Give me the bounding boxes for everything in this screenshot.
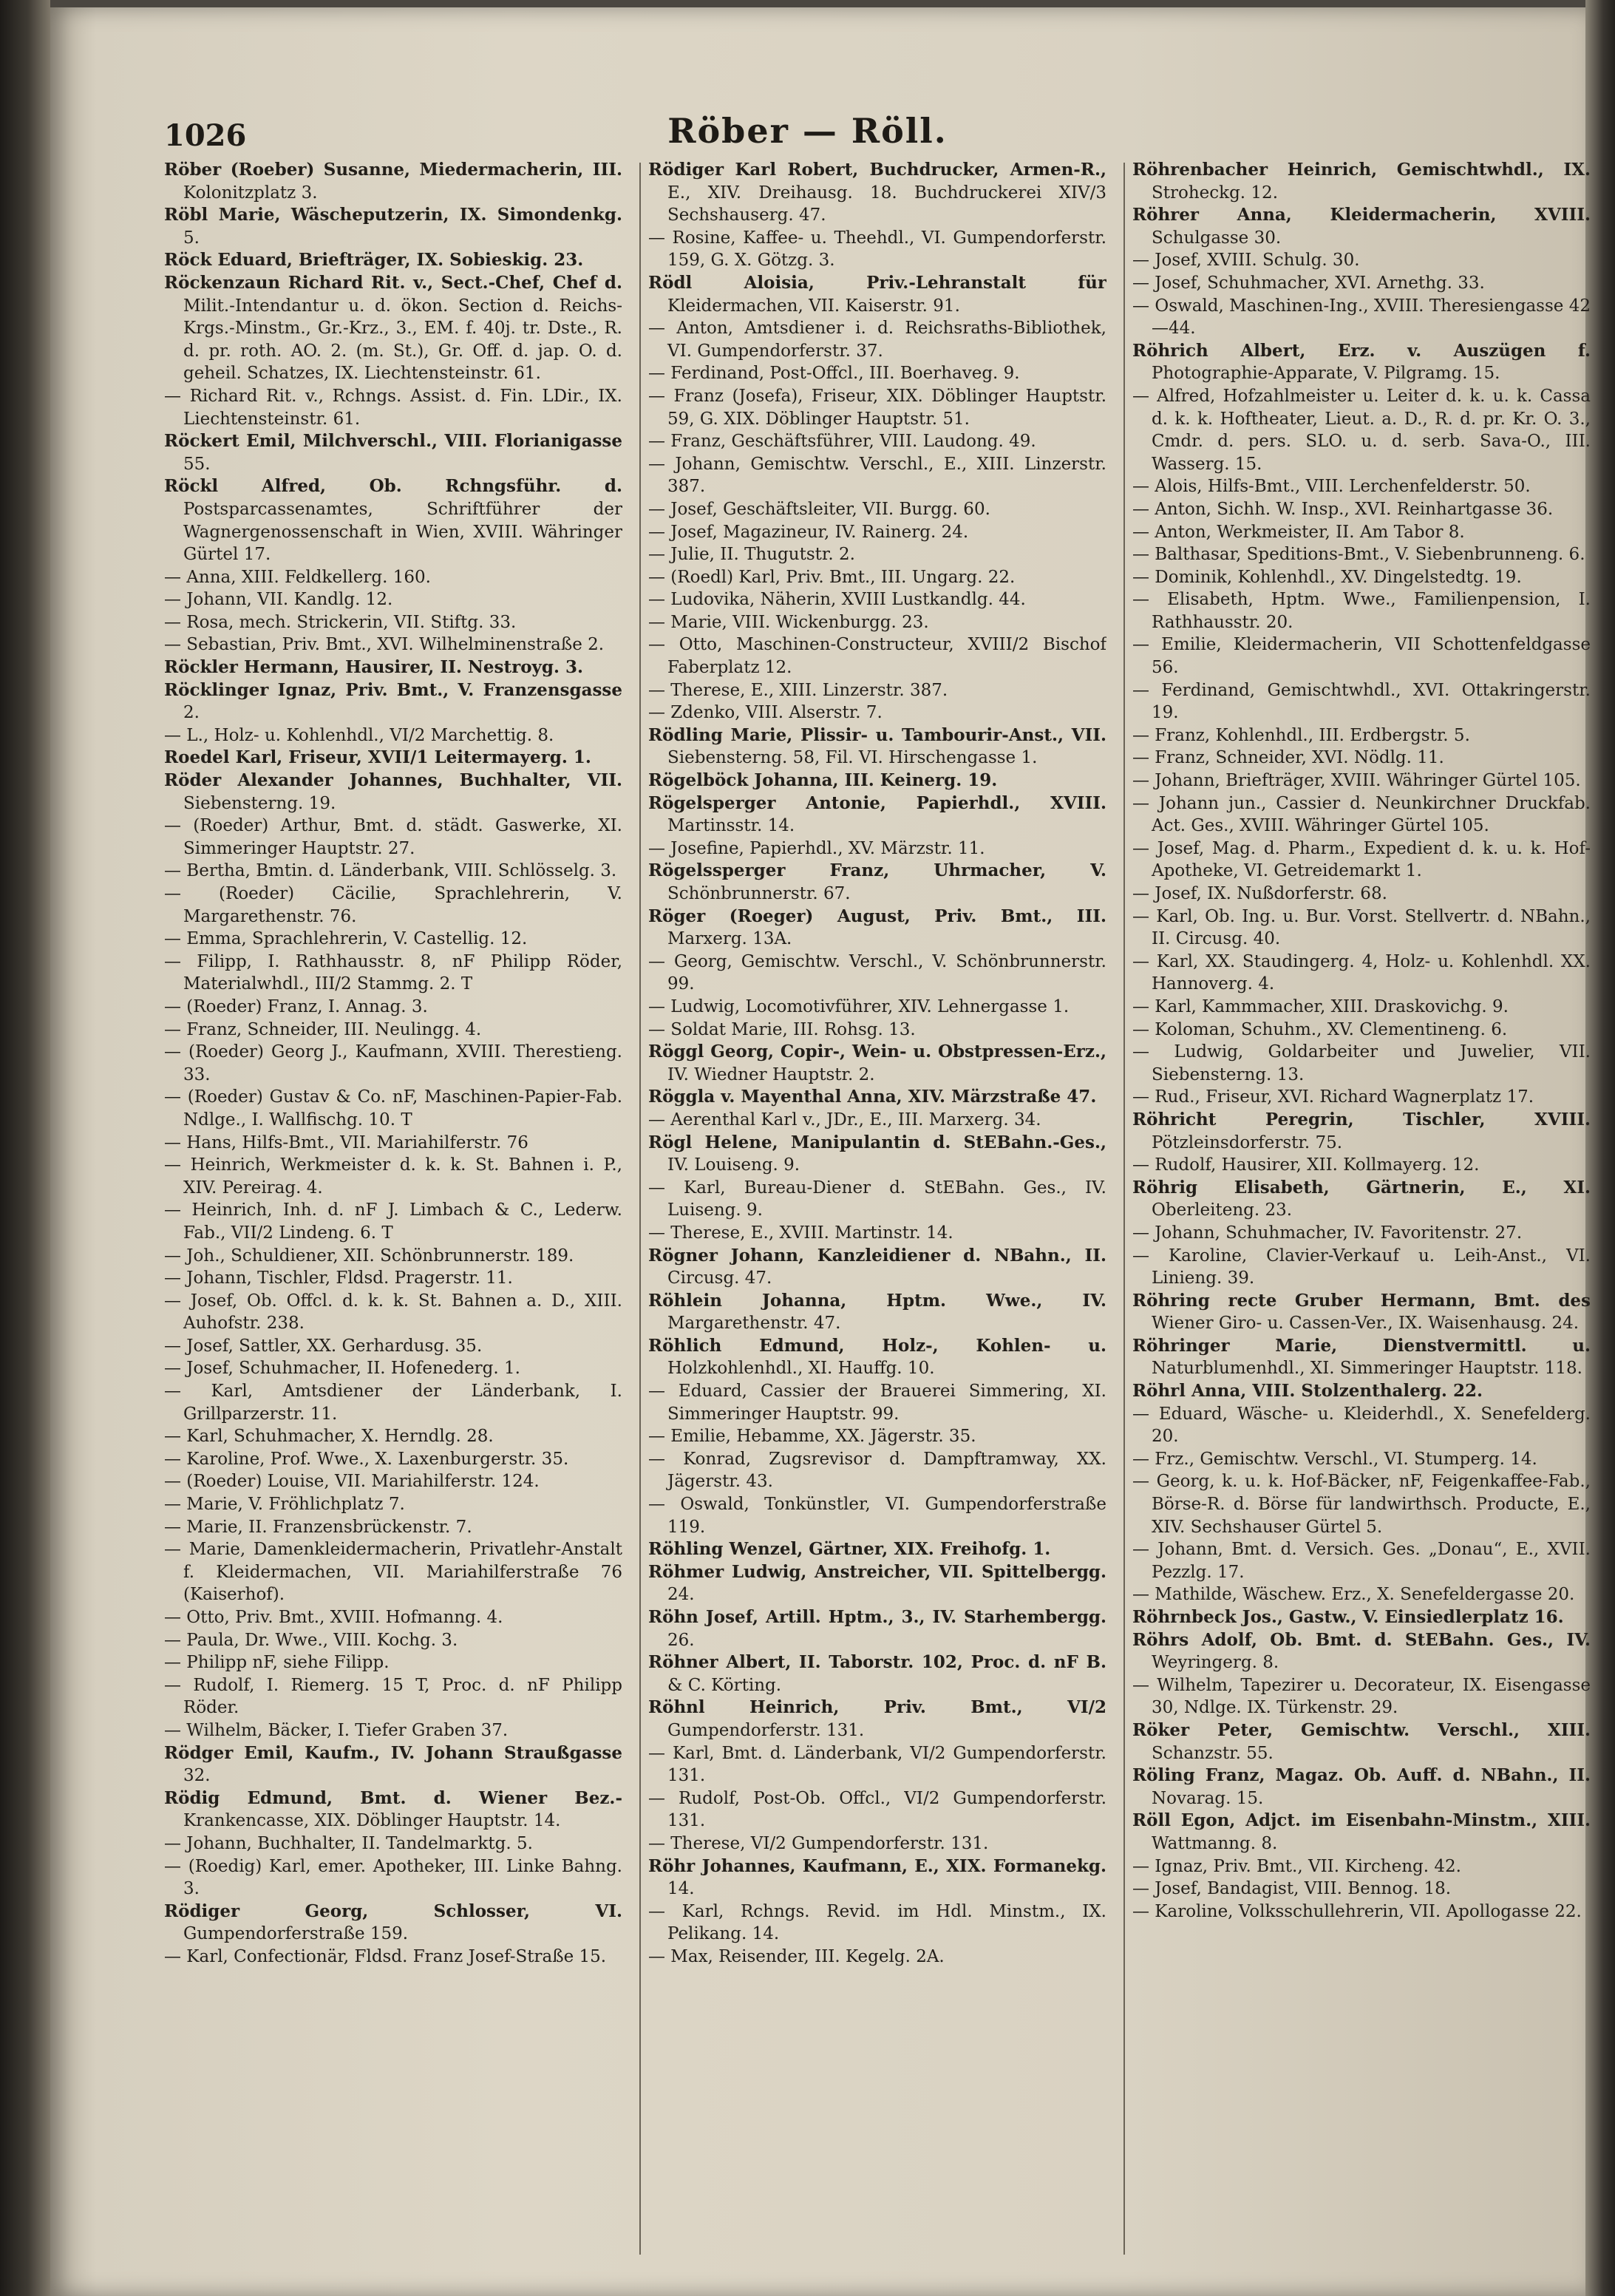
directory-columns (164, 159, 1594, 2266)
directory-entry: — Max, Reisender, III. Kegelg. 2A. (648, 1946, 945, 1966)
directory-entry: — Georg, Gemischtw. Verschl., V. Schönbrunnerstr. 99. (648, 951, 1106, 994)
directory-entry: Röker Peter, Gemischtw. Verschl., XIII. Schanzstr. 55. (1132, 1719, 1591, 1763)
directory-entry: Röhr Johannes, Kaufmann, E., XIX. Formanekg. 14. (648, 1855, 1106, 1899)
directory-entry: — Karl, Kammmacher, XIII. Draskovichg. 9. (1132, 996, 1509, 1016)
directory-entry: Röling Franz, Magaz. Ob. Auff. d. NBahn., II. Novarag. 15. (1132, 1765, 1591, 1808)
directory-entry: — Johann, Briefträger, XVIII. Währinger Gürtel 105. (1132, 771, 1581, 791)
directory-entry: — (Roeder) Gustav & Co. nF, Maschinen-Papier-Fab. Ndlge., I. Wallfischg. 10. T (164, 1087, 622, 1130)
directory-entry: — Hans, Hilfs-Bmt., VII. Mariahilferstr. 76 (164, 1132, 528, 1152)
directory-entry: — Frz., Gemischtw. Verschl., VI. Stumperg. 14. (1132, 1449, 1537, 1469)
directory-entry: — Joh., Schuldiener, XII. Schönbrunnerstr. 189. (164, 1246, 574, 1266)
directory-entry: Röggl Georg, Copir-, Wein- u. Obstpressen-Erz., IV. Wiedner Hauptstr. 2. (648, 1042, 1106, 1084)
directory-entry: — Aerenthal Karl v., JDr., E., III. Marxerg. 34. (648, 1110, 1041, 1130)
directory-entry: Röhnl Heinrich, Priv. Bmt., VI/2 Gumpendorferstr. 131. (648, 1697, 1106, 1740)
directory-entry: Röll Egon, Adjct. im Eisenbahn-Minstm., XIII. Wattmanng. 8. (1132, 1810, 1591, 1853)
directory-entry: — Johann, Buchhalter, II. Tandelmarktg. 5. (164, 1833, 533, 1853)
directory-entry: — Franz, Geschäftsführer, VIII. Laudong. 49. (648, 432, 1036, 452)
directory-entry: — Otto, Priv. Bmt., XVIII. Hofmanng. 4. (164, 1608, 503, 1627)
directory-entry: — Ferdinand, Gemischtwhdl., XVI. Ottakringerstr. 19. (1132, 680, 1591, 723)
directory-entry: Röhricht Peregrin, Tischler, XVIII. Pötzleinsdorferstr. 75. (1132, 1109, 1591, 1152)
directory-entry: — Rud., Friseur, XVI. Richard Wagnerplatz 17. (1132, 1087, 1534, 1107)
directory-entry: Rögelsperger Antonie, Papierhdl., XVIII. Martinsstr. 14. (648, 792, 1106, 836)
directory-entry: — Ferdinand, Post-Offcl., III. Boerhaveg. 9. (648, 364, 1020, 384)
directory-entry: — Emilie, Kleidermacherin, VII Schottenfeldgasse 56. (1132, 635, 1591, 678)
directory-entry: Rögl Helene, Manipulantin d. StEBahn.-Ges., IV. Louiseng. 9. (648, 1132, 1106, 1175)
directory-entry: — Marie, Damenkleidermacherin, Privatlehr-Anstalt f. Kleidermachen, VII. Mariahilferstraße 76 (Kaiserhof). (164, 1540, 622, 1605)
directory-entry: — Therese, VI/2 Gumpendorferstr. 131. (648, 1833, 989, 1853)
directory-entry: Rödiger Georg, Schlosser, VI. Gumpendorferstraße 159. (164, 1901, 622, 1944)
directory-entry: Röhrig Elisabeth, Gärtnerin, E., XI. Oberleiteng. 23. (1132, 1177, 1591, 1220)
column-2 (648, 159, 1106, 2266)
directory-entry: — (Roeder) Louise, VII. Mariahilferstr. 124. (164, 1472, 540, 1492)
directory-entry: — Oswald, Tonkünstler, VI. Gumpendorferstraße 119. (648, 1495, 1106, 1537)
directory-entry: — Johann, VII. Kandlg. 12. (164, 590, 393, 610)
directory-entry: Röder Alexander Johannes, Buchhalter, VII. Siebensterng. 19. (164, 770, 622, 813)
directory-entry: — Johann, Schuhmacher, IV. Favoritenstr. 27. (1132, 1223, 1523, 1243)
directory-entry: — Philipp nF, siehe Filipp. (164, 1653, 390, 1673)
directory-entry: Röhn Josef, Artill. Hptm., 3., IV. Starhembergg. 26. (648, 1607, 1106, 1650)
directory-entry: — Heinrich, Inh. d. nF J. Limbach & C., Lederw. Fab., VII/2 Lindeng. 6. T (164, 1200, 622, 1243)
directory-entry: — Filipp, I. Rathhausstr. 8, nF Philipp Röder, Materialwhdl., III/2 Stammg. 2. T (164, 951, 622, 994)
directory-entry: Röhner Albert, II. Taborstr. 102, Proc. d. nF B. & C. Körting. (648, 1652, 1106, 1695)
directory-entry: Rödig Edmund, Bmt. d. Wiener Bez.-Krankencasse, XIX. Döblinger Hauptstr. 14. (164, 1787, 622, 1831)
directory-entry: — Balthasar, Speditions-Bmt., V. Siebenbrunneng. 6. (1132, 545, 1585, 565)
directory-entry: — Marie, VIII. Wickenburgg. 23. (648, 612, 929, 632)
directory-entry: Röbl Marie, Wäscheputzerin, IX. Simondenkg. 5. (164, 205, 622, 248)
directory-entry: — Franz (Josefa), Friseur, XIX. Döblinger Hauptstr. 59, G. XIX. Döblinger Hauptstr. 51. (648, 386, 1106, 429)
directory-entry: Röber (Roeber) Susanne, Miedermacherin, III. Kolonitzplatz 3. (164, 160, 622, 203)
directory-entry: — Karl, Amtsdiener der Länderbank, I. Grillparzerstr. 11. (164, 1382, 622, 1424)
directory-entry: — Johann, Gemischtw. Verschl., E., XIII. Linzerstr. 387. (648, 454, 1106, 497)
directory-entry: — Ignaz, Priv. Bmt., VII. Kircheng. 42. (1132, 1856, 1461, 1876)
directory-entry: — Karoline, Volksschullehrerin, VII. Apollogasse 22. (1132, 1901, 1582, 1921)
directory-entry: — Georg, k. u. k. Hof-Bäcker, nF, Feigenkaffee-Fab., Börse-R. d. Börse für landwirthsch. Producte, E., XIV. Sechshauser Gürtel 5. (1132, 1472, 1591, 1537)
directory-entry: — Karoline, Clavier-Verkauf u. Leih-Anst., VI. Linieng. 39. (1132, 1246, 1591, 1288)
directory-entry: Rögner Johann, Kanzleidiener d. NBahn., II. Circusg. 47. (648, 1245, 1106, 1288)
directory-entry: — Karl, Rchngs. Revid. im Hdl. Minstm., IX. Pelikang. 14. (648, 1901, 1106, 1944)
directory-entry: Röhrnbeck Jos., Gastw., V. Einsiedlerplatz 16. (1132, 1607, 1564, 1627)
directory-entry: — Dominik, Kohlenhdl., XV. Dingelstedtg. 19. (1132, 567, 1522, 587)
directory-entry: — Anna, XIII. Feldkellerg. 160. (164, 567, 431, 587)
directory-entry: Rödiger Karl Robert, Buchdrucker, Armen-R., E., XIV. Dreihausg. 18. Buchdruckerei XIV/3 Sechshauserg. 47. (648, 160, 1106, 225)
directory-entry: Roedel Karl, Friseur, XVII/1 Leitermayerg. 1. (164, 747, 591, 768)
directory-entry: Röckenzaun Richard Rit. v., Sect.-Chef, Chef d. Milit.-Intendantur u. d. ökon. Section d. Reichs-Krgs.-Minstm., Gr.-Krz., 3., EM. f. 40j. tr. Dste., R. d. pr. roth. AO. 2. (m. St.), Gr. Off. d. jap. O. d. geheil. Schatzes, IX. Liechtensteinstr. 61. (164, 272, 622, 384)
directory-entry: — Heinrich, Werkmeister d. k. k. St. Bahnen i. P., XIV. Pereirag. 4. (164, 1155, 622, 1198)
directory-entry: Röggla v. Mayenthal Anna, XIV. Märzstraße 47. (648, 1087, 1097, 1107)
directory-entry: Röhringer Marie, Dienstvermittl. u. Naturblumenhdl., XI. Simmeringer Hauptstr. 118. (1132, 1335, 1591, 1379)
directory-entry: — Karl, Bmt. d. Länderbank, VI/2 Gumpendorferstr. 131. (648, 1743, 1106, 1786)
directory-entry: Röhring recte Gruber Hermann, Bmt. des Wiener Giro- u. Cassen-Ver., IX. Waisenhausg. 24. (1132, 1290, 1591, 1334)
directory-entry: — Wilhelm, Tapezirer u. Decorateur, IX. Eisengasse 30, Ndlge. IX. Türkenstr. 29. (1132, 1675, 1591, 1718)
directory-entry: — Franz, Schneider, III. Neulingg. 4. (164, 1019, 482, 1039)
directory-entry: — Karl, Schuhmacher, X. Herndlg. 28. (164, 1427, 494, 1447)
directory-entry: — Oswald, Maschinen-Ing., XVIII. Theresiengasse 42—44. (1132, 296, 1591, 339)
directory-entry: — Rudolf, I. Riemerg. 15 T, Proc. d. nF Philipp Röder. (164, 1675, 622, 1718)
running-head: Röber — Röll. (667, 111, 948, 151)
directory-entry: Rögelssperger Franz, Uhrmacher, V. Schönbrunnerstr. 67. (648, 860, 1106, 903)
directory-entry: — Josef, Magazineur, IV. Rainerg. 24. (648, 522, 969, 542)
directory-entry: — Rudolf, Post-Ob. Offcl., VI/2 Gumpendorferstr. 131. (648, 1788, 1106, 1831)
directory-entry: — Bertha, Bmtin. d. Länderbank, VIII. Schlösselg. 3. (164, 861, 617, 881)
directory-entry: — (Roeder) Franz, I. Annag. 3. (164, 996, 428, 1016)
directory-entry: — Johann jun., Cassier d. Neunkirchner Druckfab. Act. Ges., XVIII. Währinger Gürtel 105. (1132, 793, 1591, 836)
directory-entry: — Franz, Schneider, XVI. Nödlg. 11. (1132, 748, 1444, 768)
book-spine (0, 0, 50, 2296)
directory-entry: Rödling Marie, Plissir- u. Tambourir-Anst., VII. Siebensterng. 58, Fil. VI. Hirschengasse 1. (648, 724, 1106, 768)
directory-entry: — Josef, Schuhmacher, II. Hofenederg. 1. (164, 1359, 520, 1379)
directory-entry: — Karl, Bureau-Diener d. StEBahn. Ges., IV. Luiseng. 9. (648, 1178, 1106, 1220)
directory-entry: Röhrer Anna, Kleidermacherin, XVIII. Schulgasse 30. (1132, 205, 1591, 248)
directory-entry: — (Roeder) Arthur, Bmt. d. städt. Gaswerke, XI. Simmeringer Hauptstr. 27. (164, 816, 622, 858)
directory-entry: Röckler Hermann, Hausirer, II. Nestroyg. 3. (164, 657, 584, 678)
column-1 (164, 159, 622, 2266)
directory-entry: — Josef, Mag. d. Pharm., Expedient d. k. u. k. Hof-Apotheke, VI. Getreidemarkt 1. (1132, 838, 1591, 881)
directory-entry: — Josef, IX. Nußdorferstr. 68. (1132, 884, 1387, 903)
directory-entry: Röhlich Edmund, Holz-, Kohlen- u. Holzkohlenhdl., XI. Hauffg. 10. (648, 1335, 1106, 1379)
directory-entry: — Elisabeth, Hptm. Wwe., Familienpension, I. Rathhausstr. 20. (1132, 590, 1591, 632)
directory-entry: — Julie, II. Thugutstr. 2. (648, 545, 855, 565)
directory-entry: — Emilie, Hebamme, XX. Jägerstr. 35. (648, 1427, 976, 1447)
directory-entry: — Alfred, Hofzahlmeister u. Leiter d. k. u. k. Cassa d. k. k. Hoftheater, Lieut. a. D., R. d. pr. Kr. O. 3., Cmdr. d. pers. SLO. u. d. serb. Sava-O., III. Wasserg. 15. (1132, 386, 1591, 474)
directory-entry: — Anton, Amtsdiener i. d. Reichsraths-Bibliothek, VI. Gumpendorferstr. 37. (648, 319, 1106, 361)
directory-entry: Röger (Roeger) August, Priv. Bmt., III. Marxerg. 13A. (648, 906, 1106, 949)
directory-entry: Röhlein Johanna, Hptm. Wwe., IV. Margarethenstr. 47. (648, 1290, 1106, 1334)
directory-entry: — Johann, Bmt. d. Versich. Ges. „Donau“, E., XVII. Pezzlg. 17. (1132, 1540, 1591, 1582)
directory-entry: — (Roeder) Georg J., Kaufmann, XVIII. Therestieng. 33. (164, 1042, 622, 1084)
directory-entry: — Anton, Sichh. W. Insp., XVI. Reinhartgasse 36. (1132, 499, 1554, 519)
directory-entry: — Marie, II. Franzensbrückenstr. 7. (164, 1517, 472, 1537)
directory-entry: — Therese, E., XVIII. Martinstr. 14. (648, 1223, 953, 1243)
directory-entry: Röhrich Albert, Erz. v. Auszügen f. Photographie-Apparate, V. Pilgramg. 15. (1132, 340, 1591, 384)
directory-entry: — Richard Rit. v., Rchngs. Assist. d. Fin. LDir., IX. Liechtensteinstr. 61. (164, 386, 622, 429)
directory-entry: Röcklinger Ignaz, Priv. Bmt., V. Franzensgasse 2. (164, 679, 622, 723)
directory-entry: — Johann, Tischler, Fldsd. Pragerstr. 11. (164, 1268, 513, 1288)
directory-entry: — Ludwig, Locomotivführer, XIV. Lehnergasse 1. (648, 996, 1070, 1016)
directory-entry: — Josef, Geschäftsleiter, VII. Burgg. 60. (648, 499, 990, 519)
directory-entry: Rögelböck Johanna, III. Keinerg. 19. (648, 770, 998, 791)
directory-entry: Rödl Aloisia, Priv.-Lehranstalt für Kleidermachen, VII. Kaiserstr. 91. (648, 272, 1106, 316)
directory-entry: — Mathilde, Wäschew. Erz., X. Senefeldergasse 20. (1132, 1585, 1575, 1605)
directory-entry: — Paula, Dr. Wwe., VIII. Kochg. 3. (164, 1630, 458, 1650)
column-3 (1132, 159, 1591, 2266)
directory-entry: — Alois, Hilfs-Bmt., VIII. Lerchenfelderstr. 50. (1132, 477, 1531, 497)
directory-entry: — Soldat Marie, III. Rohsg. 13. (648, 1019, 916, 1039)
directory-entry: — Josef, Ob. Offcl. d. k. k. St. Bahnen a. D., XIII. Auhofstr. 238. (164, 1291, 622, 1334)
directory-entry: — (Roedig) Karl, emer. Apotheker, III. Linke Bahng. 3. (164, 1856, 622, 1899)
directory-entry: Röhrs Adolf, Ob. Bmt. d. StEBahn. Ges., IV. Weyringerg. 8. (1132, 1629, 1591, 1673)
directory-entry: — Rosine, Kaffee- u. Theehdl., VI. Gumpendorferstr. 159, G. X. Götzg. 3. (648, 228, 1106, 271)
directory-entry: — (Roedl) Karl, Priv. Bmt., III. Ungarg. 22. (648, 567, 1016, 587)
directory-entry: — Rosa, mech. Strickerin, VII. Stiftg. 33. (164, 612, 517, 632)
directory-entry: — Zdenko, VIII. Alserstr. 7. (648, 703, 883, 723)
directory-entry: — Anton, Werkmeister, II. Am Tabor 8. (1132, 522, 1465, 542)
directory-entry: — Ludwig, Goldarbeiter und Juwelier, VII. Siebensterng. 13. (1132, 1042, 1591, 1084)
directory-entry: Röhrl Anna, VIII. Stolzenthalerg. 22. (1132, 1381, 1483, 1402)
directory-entry: Röhling Wenzel, Gärtner, XIX. Freihofg. 1. (648, 1539, 1051, 1560)
directory-entry: — Wilhelm, Bäcker, I. Tiefer Graben 37. (164, 1720, 509, 1740)
directory-entry: — Josef, Bandagist, VIII. Bennog. 18. (1132, 1879, 1452, 1899)
directory-entry: — L., Holz- u. Kohlenhdl., VI/2 Marchettig. 8. (164, 725, 554, 745)
directory-entry: Rödger Emil, Kaufm., IV. Johann Straußgasse 32. (164, 1742, 622, 1786)
directory-entry: — Karoline, Prof. Wwe., X. Laxenburgerstr. 35. (164, 1449, 569, 1469)
directory-entry: — (Roeder) Cäcilie, Sprachlehrerin, V. Margarethenstr. 76. (164, 884, 622, 926)
directory-entry: — Josef, Schuhmacher, XVI. Arnethg. 33. (1132, 273, 1485, 293)
directory-entry: — Rudolf, Hausirer, XII. Kollmayerg. 12. (1132, 1155, 1480, 1175)
directory-entry: Röck Eduard, Briefträger, IX. Sobieskig. 23. (164, 250, 584, 271)
directory-entry: — Eduard, Cassier der Brauerei Simmering, XI. Simmeringer Hauptstr. 99. (648, 1382, 1106, 1424)
directory-entry: Röhmer Ludwig, Anstreicher, VII. Spittelbergg. 24. (648, 1561, 1106, 1605)
directory-entry: — Josef, Sattler, XX. Gerhardusg. 35. (164, 1336, 483, 1356)
directory-entry: — Josef, XVIII. Schulg. 30. (1132, 251, 1360, 271)
directory-entry: — Sebastian, Priv. Bmt., XVI. Wilhelminenstraße 2. (164, 635, 605, 655)
directory-entry: — Therese, E., XIII. Linzerstr. 387. (648, 680, 948, 700)
directory-entry: — Marie, V. Fröhlichplatz 7. (164, 1495, 405, 1515)
directory-entry: — Karl, Confectionär, Fldsd. Franz Josef-Straße 15. (164, 1946, 607, 1966)
directory-entry: — Konrad, Zugsrevisor d. Dampftramway, XX. Jägerstr. 43. (648, 1449, 1106, 1492)
directory-entry: Röckl Alfred, Ob. Rchngsführ. d. Postsparcassenamtes, Schriftführer der Wagnergenossenschaft in Wien, XVIII. Währinger Gürtel 17. (164, 476, 622, 565)
page-number: 1026 (164, 118, 247, 153)
directory-entry: — Josefine, Papierhdl., XV. Märzstr. 11. (648, 838, 985, 858)
directory-entry: — Eduard, Wäsche- u. Kleiderhdl., X. Senefelderg. 20. (1132, 1404, 1591, 1447)
directory-entry: Röhrenbacher Heinrich, Gemischtwhdl., IX. Stroheckg. 12. (1132, 160, 1591, 203)
directory-entry: — Karl, Ob. Ing. u. Bur. Vorst. Stellvertr. d. NBahn., II. Circusg. 40. (1132, 906, 1591, 949)
directory-entry: — Emma, Sprachlehrerin, V. Castellig. 12. (164, 929, 528, 949)
directory-entry: — Franz, Kohlenhdl., III. Erdbergstr. 5. (1132, 725, 1470, 745)
directory-entry: — Karl, XX. Staudingerg. 4, Holz- u. Kohlenhdl. XX. Hannoverg. 4. (1132, 951, 1591, 994)
directory-entry: — Otto, Maschinen-Constructeur, XVIII/2 Bischof Faberplatz 12. (648, 635, 1106, 678)
directory-entry: Röckert Emil, Milchverschl., VIII. Florianigasse 55. (164, 431, 622, 474)
directory-entry: — Ludovika, Näherin, XVIII Lustkandlg. 44. (648, 590, 1026, 610)
directory-entry: — Koloman, Schuhm., XV. Clementineng. 6. (1132, 1019, 1508, 1039)
